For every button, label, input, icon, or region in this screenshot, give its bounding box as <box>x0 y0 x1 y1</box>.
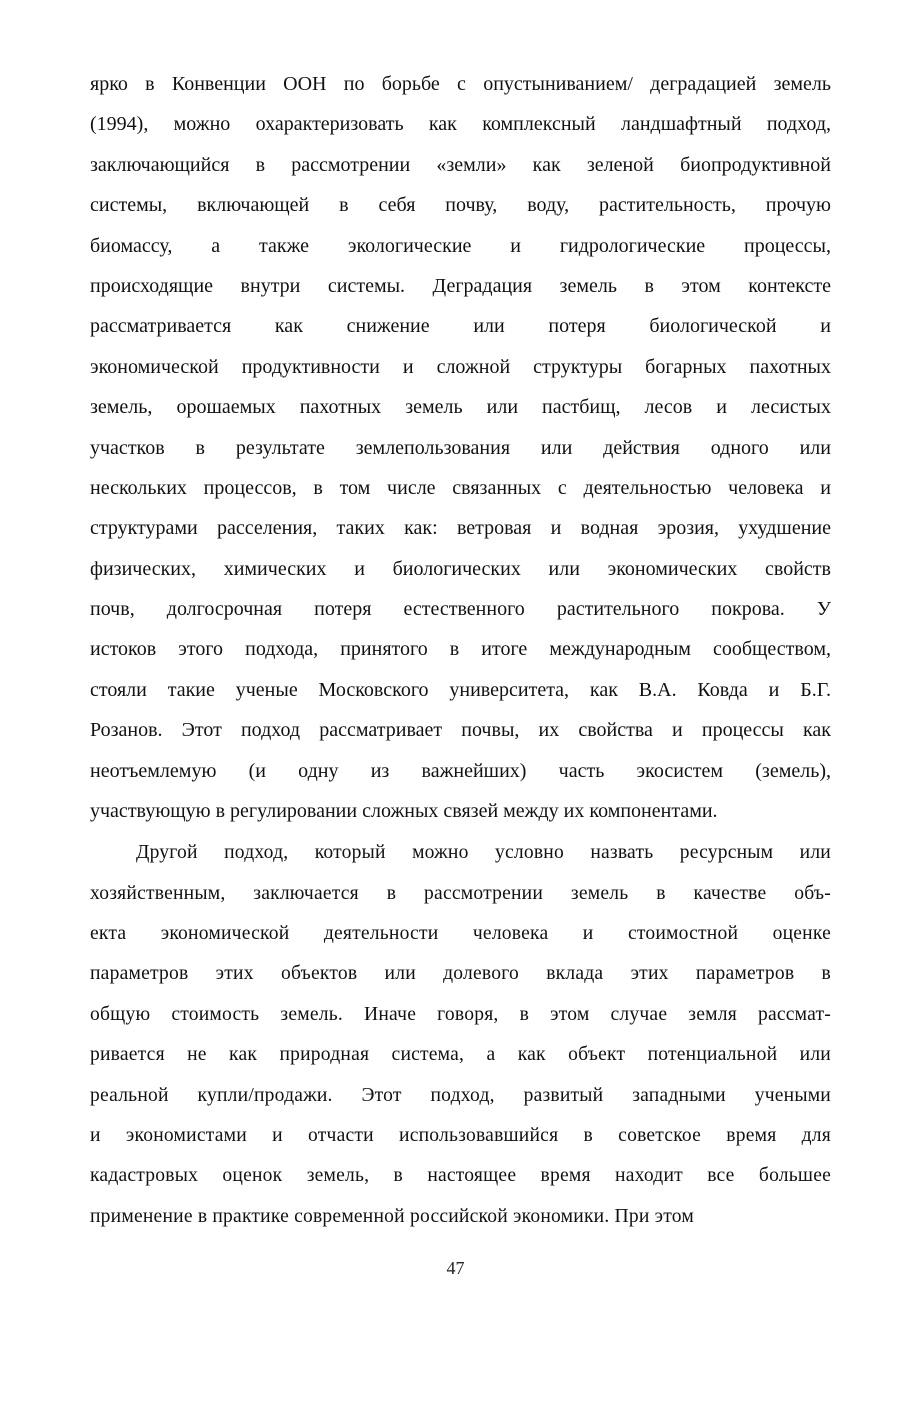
text-line: Розанов. Этот подход рассматривает почвы, их свойства и процессы как <box>90 719 831 742</box>
text-line: реальной купли/продажи. Этот подход, развитый западными учеными <box>90 1084 831 1106</box>
text-line: ривается не как природная система, а как объект потенциальной или <box>90 1044 831 1066</box>
text-line: физических, химических и биологических или экономических свойств <box>90 557 831 580</box>
text-line: применение в практике современной российской экономики. При этом <box>90 1205 695 1227</box>
text-line: нескольких процессов, в том числе связанных с деятельностью человека и <box>90 476 831 499</box>
text-line: (1994), можно охарактеризовать как комплексный ландшафтный подход, <box>90 113 831 136</box>
text-line: системы, включающей в себя почву, воду, растительность, прочую <box>90 194 831 217</box>
text-line: происходящие внутри системы. Деградация земель в этом контексте <box>90 274 831 297</box>
text-line: почв, долгосрочная потеря естественного растительного покрова. У <box>90 598 831 621</box>
text-line: биомассу, а также экологические и гидрологические процессы, <box>90 234 831 257</box>
page-number: 47 <box>446 1258 465 1278</box>
text-line: земель, орошаемых пахотных земель или пастбищ, лесов и лесистых <box>90 396 831 419</box>
text-line: стояли такие ученые Московского университета, как В.А. Ковда и Б.Г. <box>90 678 831 701</box>
text-line: Другой подход, который можно условно назвать ресурсным или <box>136 842 831 864</box>
paragraph-2 <box>90 833 831 1237</box>
text-line: заключающийся в рассмотрении «земли» как зеленой биопродуктивной <box>90 153 831 176</box>
paragraph-1 <box>90 64 831 831</box>
text-line: общую стоимость земель. Иначе говоря, в этом случае земля рассмат- <box>90 1003 831 1025</box>
text-line: ярко в Конвенции ООН по борьбе с опустыниванием/ деградацией земель <box>90 73 831 95</box>
text-line: параметров этих объектов или долевого вклада этих параметров в <box>90 963 831 985</box>
text-line: истоков этого подхода, принятого в итоге международным сообществом, <box>90 638 831 661</box>
text-line: и экономистами и отчасти использовавшийся в советское время для <box>90 1124 831 1146</box>
text-line: структурами расселения, таких как: ветровая и водная эрозия, ухудшение <box>90 517 831 540</box>
text-line: неотъемлемую (и одну из важнейших) часть экосистем (земель), <box>90 759 831 782</box>
text-line: экономической продуктивности и сложной структуры богарных пахотных <box>90 355 831 378</box>
text-line: участвующую в регулировании сложных связей между их компонентами. <box>90 800 718 823</box>
text-line: участков в результате землепользования или действия одного или <box>90 436 831 459</box>
text-line: рассматривается как снижение или потеря биологической и <box>90 315 831 338</box>
text-line: кадастровых оценок земель, в настоящее время находит все большее <box>90 1165 831 1187</box>
text-line: екта экономической деятельности человека и стоимостной оценке <box>90 923 831 944</box>
page-body <box>90 64 831 1237</box>
text-line: хозяйственным, заключается в рассмотрении земель в качестве объ- <box>90 882 831 904</box>
